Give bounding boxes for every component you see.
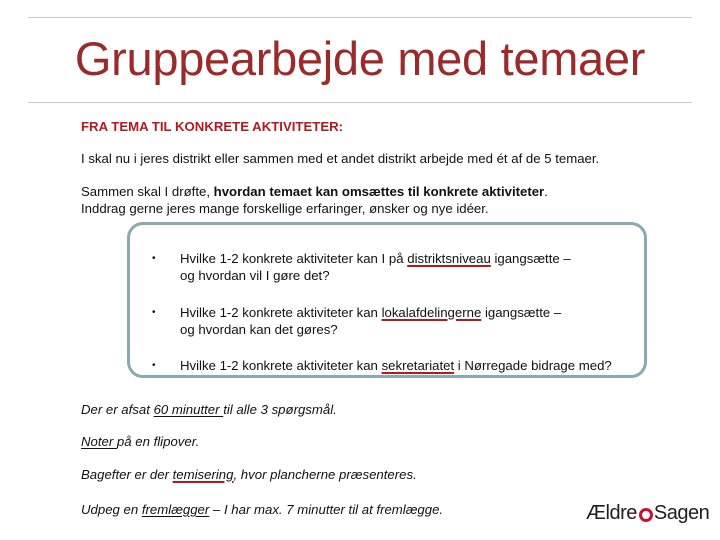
time-note-post: til alle 3 spørgsmål. — [223, 402, 337, 417]
discuss-pre: Sammen skal I drøfte, — [81, 184, 214, 199]
question-1-pre: Hvilke 1-2 konkrete aktiviteter kan I på — [180, 251, 408, 266]
plenum-note-post: , hvor plancherne præsenteres. — [233, 467, 417, 482]
bullet-marker: • — [152, 360, 156, 371]
intro-text: I skal nu i jeres distrikt eller sammen med et andet distrikt arbejde med ét af de 5 temaer. — [81, 151, 600, 166]
bullet-marker: • — [152, 253, 156, 264]
question-1-line2: og hvordan vil I gøre det? — [180, 268, 330, 283]
question-2-pre: Hvilke 1-2 konkrete aktiviteter kan — [180, 305, 382, 320]
bullet-marker: • — [152, 307, 156, 318]
question-2-underlined: lokalafdelingerne — [381, 305, 482, 320]
aeldre-sagen-logo — [586, 502, 709, 525]
presenter-note-underlined: fremlægger — [141, 502, 210, 517]
question-2-post: igangsætte – — [481, 305, 562, 320]
presenter-note-post: – I har max. 7 minutter til at fremlægge. — [209, 502, 444, 517]
include-text: Inddrag gerne jeres mange forskellige erfaringer, ønsker og nye idéer. — [81, 201, 489, 216]
question-1-underlined: distriktsniveau — [407, 251, 491, 266]
plenum-note — [81, 466, 417, 483]
question-2-line2: og hvordan kan det gøres? — [180, 322, 338, 337]
title-divider — [28, 102, 692, 103]
presenter-note-pre: Udpeg en — [81, 502, 142, 517]
flipover-note-post: på en flipover. — [116, 434, 200, 449]
plenum-note-underlined: temisering — [172, 467, 234, 482]
time-note-pre: Der er afsat — [81, 402, 154, 417]
discuss-bold: hvordan temaet kan omsættes til konkrete aktiviteter — [213, 184, 545, 199]
discuss-post: . — [544, 184, 548, 199]
question-3-post: i Nørregade bidrage med? — [454, 358, 612, 373]
questions-box — [127, 222, 647, 378]
time-note-underlined: 60 minutter — [153, 402, 224, 417]
flipover-note — [81, 433, 199, 450]
question-3-pre: Hvilke 1-2 konkrete aktiviteter kan — [180, 358, 382, 373]
flipover-note-underlined: Noter — [81, 434, 117, 449]
logo-text-left: Ældre — [586, 502, 637, 524]
time-note — [81, 401, 337, 418]
question-3 — [180, 357, 612, 374]
discuss-text — [81, 183, 548, 200]
question-1-post: igangsætte – — [490, 251, 571, 266]
slide-subtitle: FRA TEMA TIL KONKRETE AKTIVITETER: — [81, 119, 344, 134]
question-3-underlined: sekretariatet — [381, 358, 455, 373]
plenum-note-pre: Bagefter er der — [81, 467, 173, 482]
slide-title: Gruppearbejde med temaer — [74, 32, 646, 85]
presenter-note — [81, 501, 443, 518]
logo-text-right: Sagen — [653, 502, 710, 524]
question-1 — [180, 250, 571, 267]
logo-ring-icon — [639, 508, 653, 522]
question-2 — [180, 304, 561, 321]
top-divider — [28, 17, 692, 18]
